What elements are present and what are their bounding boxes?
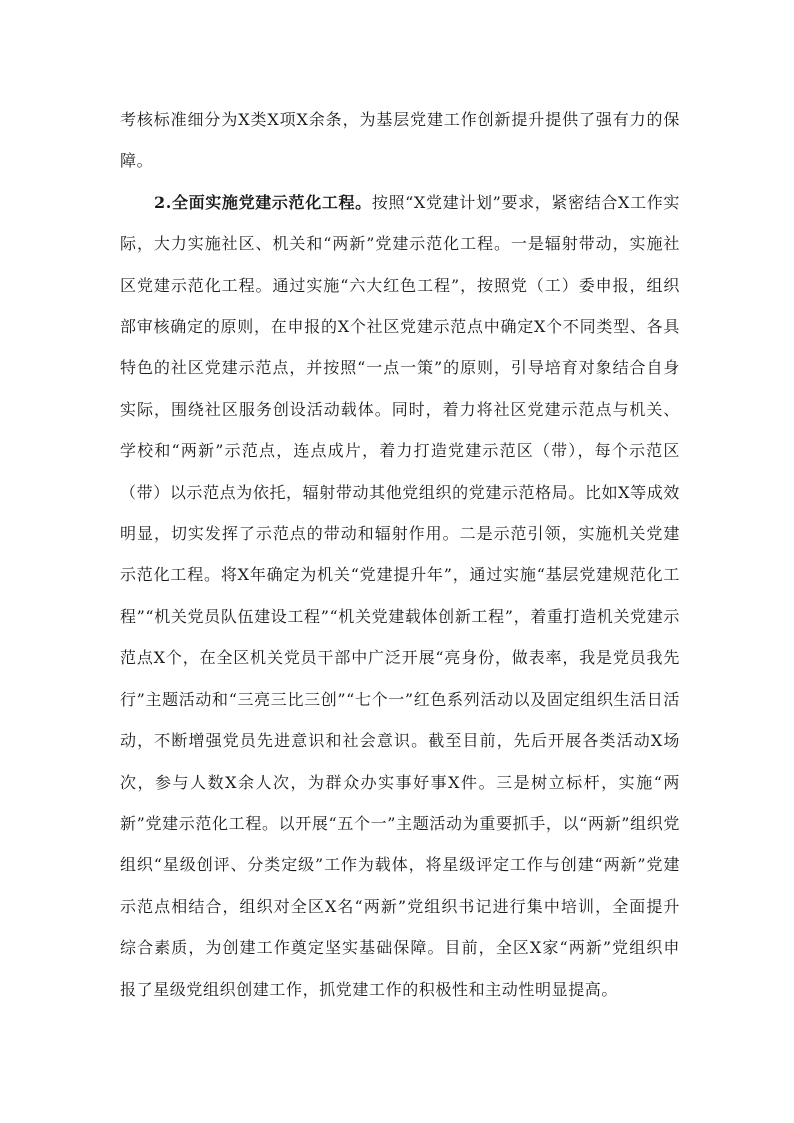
paragraph-continuation: 考核标准细分为X类X项X余条，为基层党建工作创新提升提供了强有力的保障。 — [120, 110, 680, 171]
paragraph-section-2 — [120, 182, 680, 1010]
document-body — [120, 99, 680, 1010]
section-body-text: 按照“X党建计划”要求，紧密结合X工作实际，大力实施社区、机关和“两新”党建示范化工程。一是辐射带动，实施社区党建示范化工程。通过实施“六大红色工程”，按照党（工）委申报，组织部审核确定的原则，在申报的X个社区党建示范点中确定X个不同类型、各具特色的社区党建示范点，并按照“一点一策”的原则，引导培育对象结合自身实际，围绕社区服务创设活动载体。同时，着力将社区党建示范点与机关、学校和“两新”示范点，连点成片，着力打造党建示范区（带），每个示范区（带）以示范点为依托，辐射带动其他党组织的党建示范格局。比如X等成效明显，切实发挥了示范点的带动和辐射作用。二是示范引领，实施机关党建示范化工程。将X年确定为机关“党建提升年”，通过实施“基层党建规范化工程”“机关党员队伍建设工程”“机关党建载体创新工程”，着重打造机关党建示范点X个，在全区机关党员干部中广泛开展“亮身份，做表率，我是党员我先行”主题活动和“三亮三比三创”“七个一”红色系列活动以及固定组织生活日活动，不断增强党员先进意识和社会意识。截至目前，先后开展各类活动X场次，参与人数X余人次，为群众办实事好事X件。三是树立标杆，实施“两新”党建示范化工程。以开展“五个一”主题活动为重要抓手，以“两新”组织党组织“星级创评、分类定级”工作为载体，将星级评定工作与创建“两新”党建示范点相结合，组织对全区X名“两新”党组织书记进行集中培训，全面提升综合素质，为创建工作奠定坚实基础保障。目前，全区X家“两新”党组织申报了星级党组织创建工作，抓党建工作的积极性和主动性明显提高。 — [120, 192, 680, 999]
section-heading: 2.全面实施党建示范化工程。 — [154, 192, 372, 212]
